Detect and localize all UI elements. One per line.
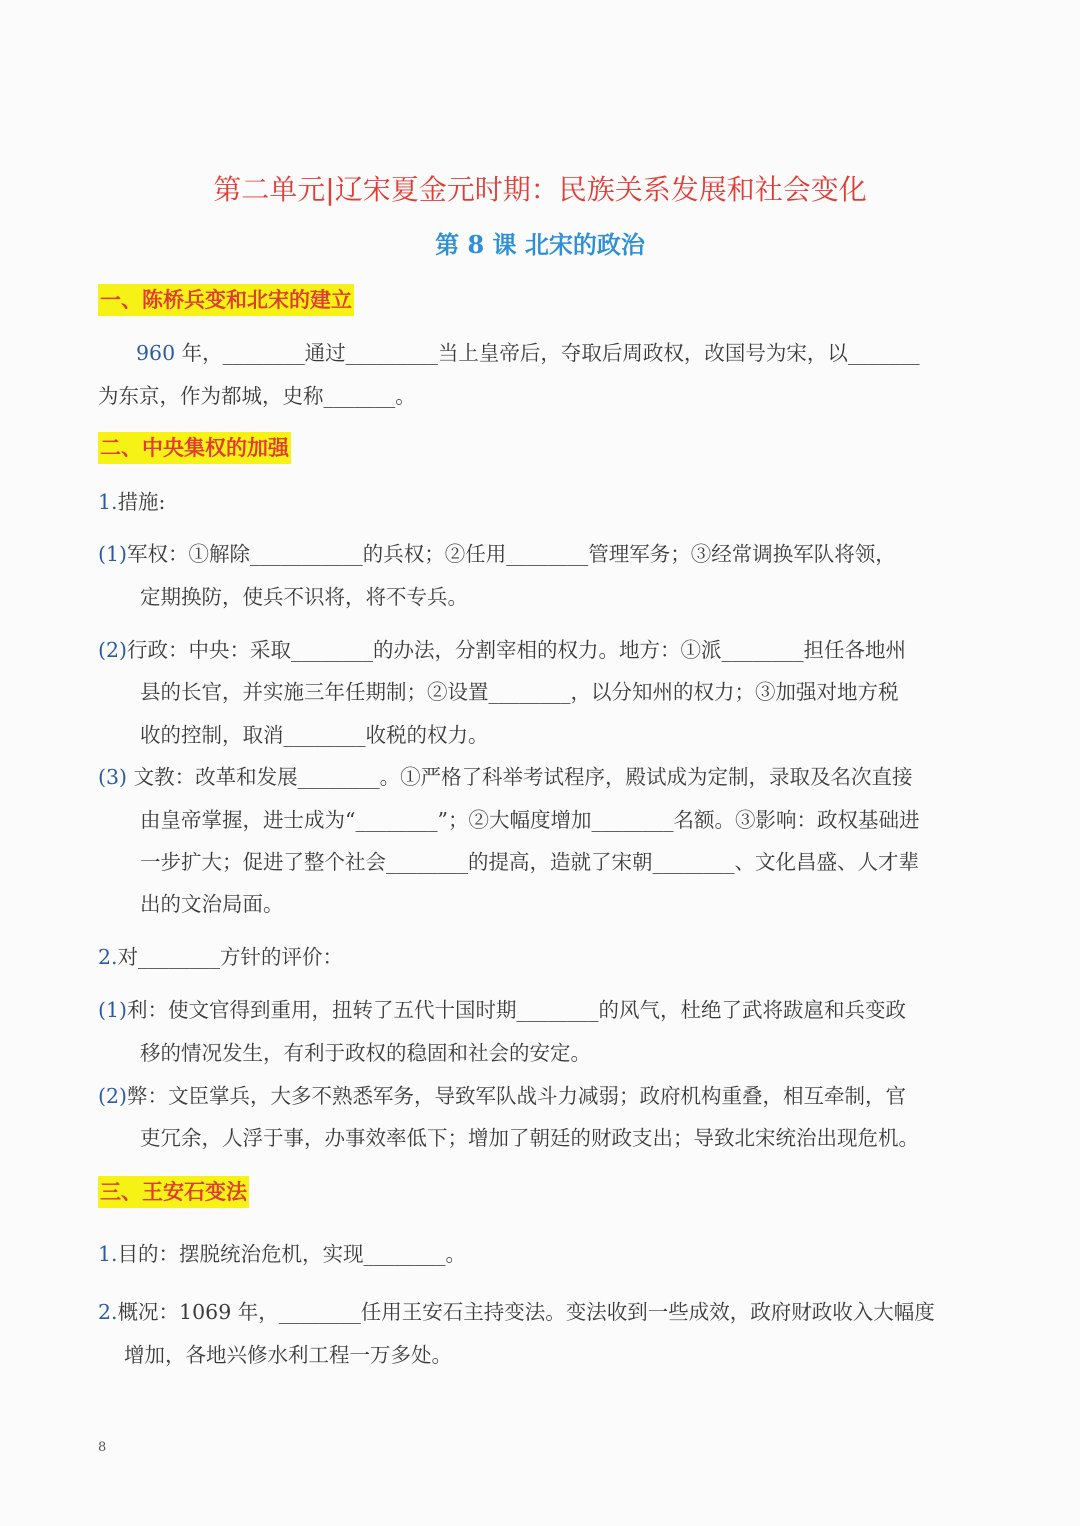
text-line: (2)行政：中央：采取________的办法，分割宰相的权力。地方：①派________担任各地州 bbox=[98, 638, 907, 662]
page-number: 8 bbox=[98, 1440, 107, 1455]
text-line: 为东京，作为都城，史称_______。 bbox=[98, 384, 416, 408]
text-line: 由皇帝掌握，进士成为“________”；②大幅度增加________名额。③影响：政权基础进 bbox=[140, 808, 920, 832]
text-line: 增加，各地兴修水利工程一万多处。 bbox=[124, 1343, 452, 1367]
section-heading-1: 一、陈桥兵变和北宋的建立 bbox=[98, 284, 354, 316]
text-line: 960 年，________通过_________当上皇帝后，夺取后周政权，改国号为宋，以_______ bbox=[136, 341, 920, 365]
text-line: 吏冗余，人浮于事，办事效率低下；增加了朝廷的财政支出；导致北宋统治出现危机。 bbox=[140, 1126, 919, 1150]
text-line: 1.目的：摆脱统治危机，实现________。 bbox=[98, 1242, 467, 1266]
text-line: (1)利：使文官得到重用，扭转了五代十国时期________的风气，杜绝了武将跋扈和兵变政 bbox=[98, 998, 907, 1022]
text-line: (3) 文教：改革和发展________。①严格了科举考试程序，殿试成为定制，录取及名次直接 bbox=[98, 765, 913, 789]
text-line: 1.措施: bbox=[98, 490, 166, 514]
text-line: 收的控制，取消________收税的权力。 bbox=[140, 723, 489, 747]
text-line: 移的情况发生，有利于政权的稳固和社会的安定。 bbox=[140, 1041, 591, 1065]
section-heading-2: 二、中央集权的加强 bbox=[98, 432, 291, 464]
text-line: (1)军权：①解除___________的兵权；②任用________管理军务；③经常调换军队将领， bbox=[98, 542, 896, 566]
text-line: (2)弊：文臣掌兵，大多不熟悉军务，导致军队战斗力减弱；政府机构重叠，相互牵制，官 bbox=[98, 1084, 907, 1108]
text-line: 一步扩大；促进了整个社会________的提高，造就了宋朝________、文化昌盛、人才辈 bbox=[140, 850, 919, 874]
text-line: 出的文治局面。 bbox=[140, 892, 284, 916]
text-line: 2.概况：1069 年，________任用王安石主持变法。变法收到一些成效，政府财政收入大幅度 bbox=[98, 1300, 935, 1324]
text-line: 县的长官，并实施三年任期制；②设置________，以分知州的权力；③加强对地方税 bbox=[140, 680, 899, 704]
section-heading-3: 三、王安石变法 bbox=[98, 1176, 249, 1208]
unit-title: 第二单元|辽宋夏金元时期：民族关系发展和社会变化 bbox=[213, 173, 867, 206]
text-line: 2.对________方针的评价： bbox=[98, 945, 344, 969]
lesson-title: 第 8 课 北宋的政治 bbox=[435, 230, 645, 259]
text-line: 定期换防，使兵不识将，将不专兵。 bbox=[140, 585, 468, 609]
